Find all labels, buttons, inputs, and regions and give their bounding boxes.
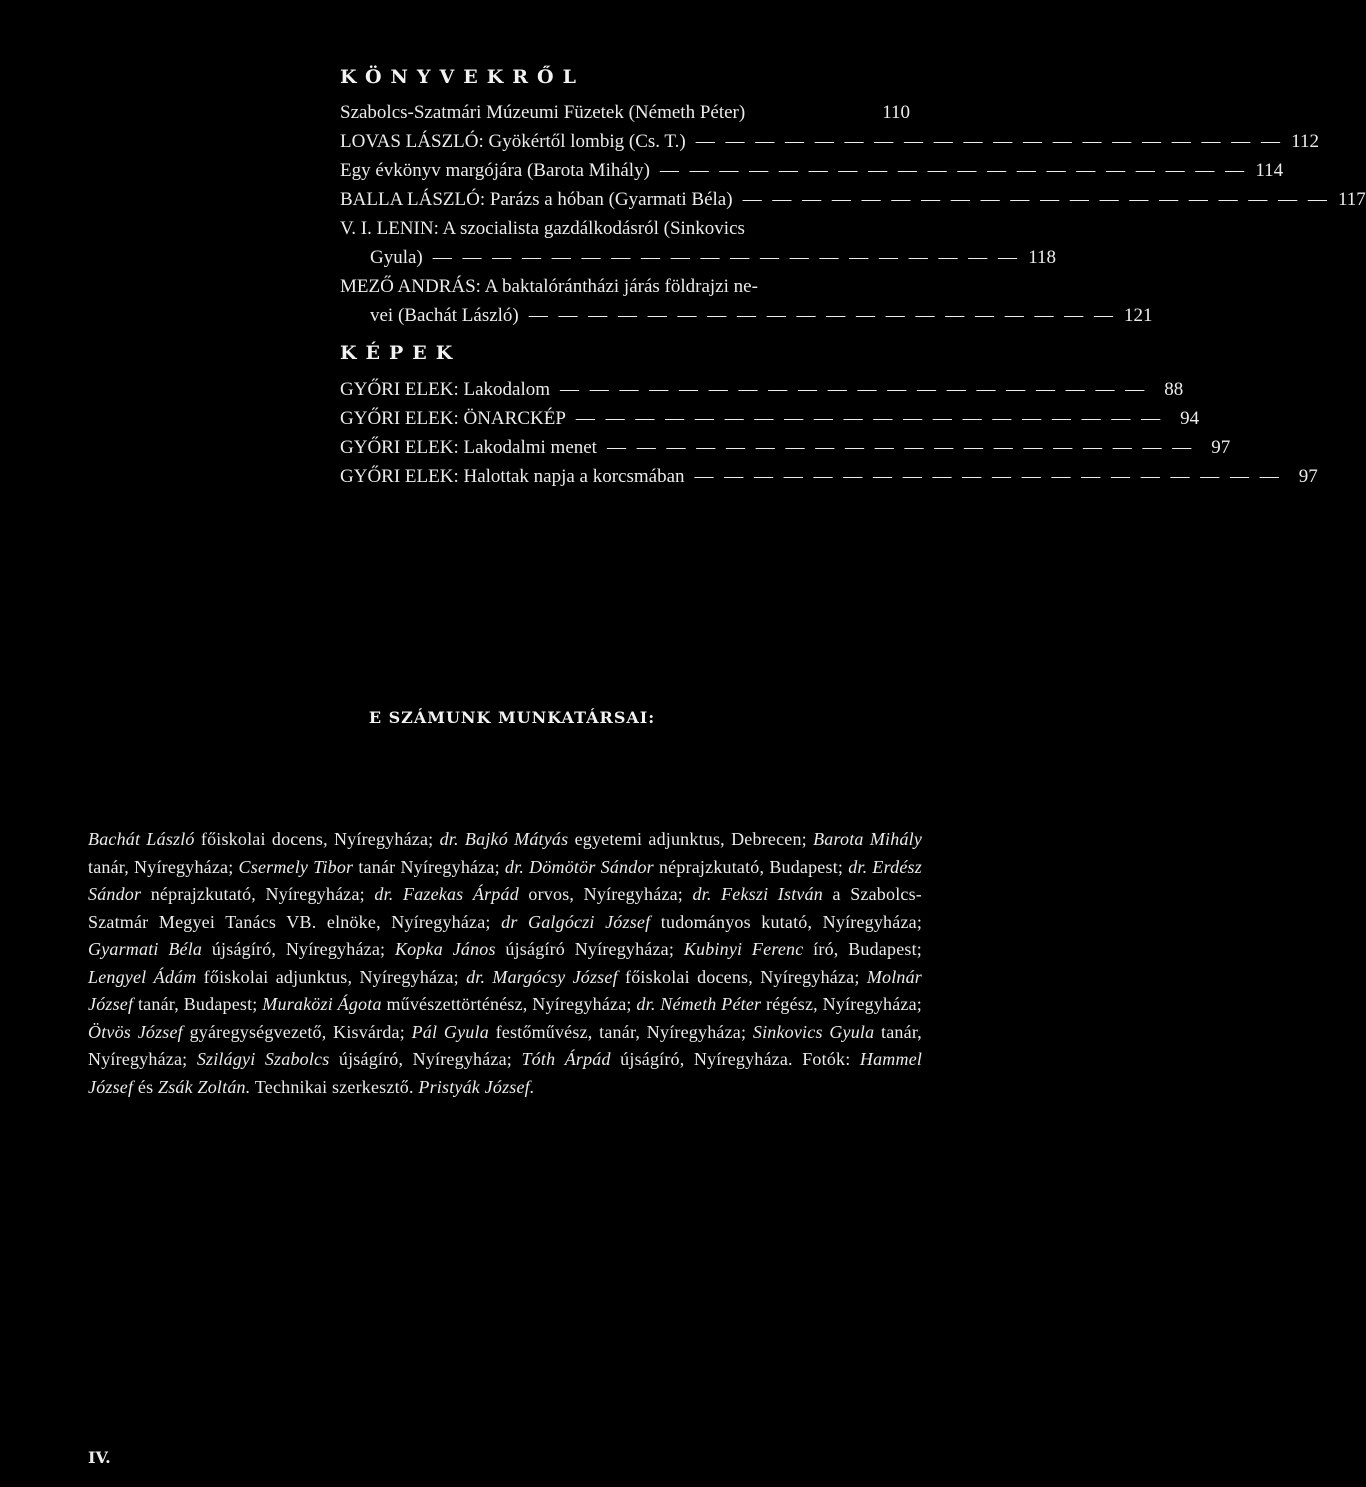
contributor-role: a Szabolcs-Szatmár Megyei Tanács VB. elnöke, Nyíregyháza; — [88, 884, 922, 932]
contributor-role: főiskolai docens, Nyíregyháza; — [625, 966, 860, 987]
toc-leader — [685, 462, 1282, 491]
contributor-role: festőművész, tanár, Nyíregyháza; — [495, 1021, 747, 1042]
toc-page-number: 117 — [1338, 189, 1366, 210]
photo-conjunction: és — [137, 1076, 154, 1097]
toc-leader — [733, 185, 1330, 214]
photographer-name: Zsák Zoltán. — [158, 1076, 251, 1097]
contributor-name: dr. Fazekas Árpád — [374, 884, 519, 904]
toc-entry — [340, 375, 1184, 404]
contributor-role: orvos, Nyíregyháza; — [528, 884, 683, 904]
toc-leader — [519, 301, 1116, 330]
contributor-name: Tóth Árpád — [521, 1049, 611, 1069]
contributor-role: főiskolai docens, Nyíregyháza; — [200, 829, 434, 849]
contributor-name: dr. Margócsy József — [466, 966, 618, 987]
photographer-name: Hammel József — [88, 1049, 923, 1097]
contributor-role: művészettörténész, Nyíregyháza; — [386, 994, 632, 1014]
toc-entry — [340, 156, 1284, 185]
contributor-role: tudományos kutató, Nyíregyháza; — [660, 911, 923, 932]
toc-entry-title: Egy évkönyv margójára (Barota Mihály) — [340, 160, 650, 181]
toc-page-number: 118 — [1028, 247, 1057, 268]
contributor-name: Kubinyi Ferenc — [683, 939, 804, 959]
contributor-name: Ötvös József — [88, 1021, 183, 1042]
contributor-role: tanár, Budapest; — [137, 994, 258, 1014]
toc-entry-title: BALLA LÁSZLÓ: Parázs a hóban (Gyarmati Béla) — [340, 189, 733, 210]
contributor-name: Pál Gyula — [411, 1021, 489, 1042]
toc-entry-title: Szabolcs-Szatmári Múzeumi Füzetek (Németh Péter) — [340, 102, 746, 123]
contributor-role: tanár Nyíregyháza; — [358, 856, 500, 877]
contributor-name: Muraközi Ágota — [262, 994, 382, 1014]
toc-page-number: 94 — [1180, 408, 1200, 429]
contributor-name: Bachát László — [88, 829, 195, 849]
contributor-name: Gyarmati Béla — [88, 939, 203, 959]
contributor-name: dr. Erdész Sándor — [88, 856, 922, 904]
toc-page-number: 114 — [1255, 160, 1284, 181]
contributor-role: régész, Nyíregyháza; — [766, 994, 923, 1014]
images-section-heading: KÉPEK — [340, 342, 462, 364]
toc-leader — [566, 404, 1163, 433]
photos-label: Fotók: — [802, 1049, 851, 1069]
contributor-name: dr Galgóczi József — [501, 911, 651, 932]
toc-page-number: 112 — [1291, 131, 1319, 152]
contributor-name: dr. Fekszi István — [692, 884, 823, 904]
images-list — [340, 375, 1318, 491]
toc-entry — [340, 185, 1366, 214]
editor-label: Technikai szerkesztő. — [254, 1076, 414, 1097]
toc-entry — [340, 433, 1231, 462]
toc-entry — [340, 243, 1057, 272]
toc-leader — [423, 243, 1020, 272]
editor-name: Pristyák József. — [418, 1076, 535, 1097]
contributors-paragraph — [88, 826, 922, 1101]
toc-entry-title: LOVAS LÁSZLÓ: Gyökértől lombig (Cs. T.) — [340, 131, 686, 152]
contributor-role: író, Budapest; — [813, 939, 922, 959]
contributor-name: dr. Németh Péter — [636, 994, 762, 1014]
toc-leader — [650, 156, 1247, 185]
contributor-role: újságíró, Nyíregyháza; — [211, 939, 386, 959]
toc-entry-title: MEZŐ ANDRÁS: A baktalórántházi járás földrajzi ne- — [340, 276, 758, 297]
toc-entry-title: GYŐRI ELEK: Lakodalom — [340, 379, 551, 400]
contributor-name: Kopka János — [394, 939, 496, 959]
contributor-name: Barota Mihály — [813, 829, 923, 849]
contributor-role: gyáregységvezető, Kisvárda; — [189, 1021, 405, 1042]
books-section-heading: KÖNYVEKRŐL — [340, 66, 585, 88]
toc-entry-title: GYŐRI ELEK: Halottak napja a korcsmában — [340, 466, 685, 487]
contributor-name: dr. Dömötör Sándor — [504, 856, 654, 877]
contributor-role: néprajzkutató, Budapest; — [658, 856, 844, 877]
toc-entry — [340, 272, 910, 301]
contributor-name: dr. Bajkó Mátyás — [439, 829, 569, 849]
toc-entry — [340, 301, 1153, 330]
books-list — [340, 98, 1366, 330]
contributor-role: tanár, Nyíregyháza; — [88, 1021, 922, 1069]
contributor-name: Szilágyi Szabolcs — [196, 1049, 330, 1069]
toc-entry-title: Gyula) — [370, 247, 423, 268]
contributor-role: tanár, Nyíregyháza; — [88, 856, 234, 877]
toc-entry-title: vei (Bachát László) — [370, 305, 519, 326]
toc-entry — [340, 462, 1318, 491]
toc-entry — [340, 127, 1319, 156]
toc-entry-title: V. I. LENIN: A szocialista gazdálkodásról (Sinkovics — [340, 218, 745, 239]
toc-entry-title: GYŐRI ELEK: Lakodalmi menet — [340, 437, 597, 458]
contributor-role: újságíró, Nyíregyháza; — [338, 1049, 512, 1069]
toc-leader — [550, 375, 1147, 404]
toc-leader — [597, 433, 1194, 462]
contributor-name: Lengyel Ádám — [88, 966, 197, 987]
contributor-role: néprajzkutató, Nyíregyháza; — [150, 884, 365, 904]
toc-page-number: 110 — [882, 102, 910, 123]
contributors-heading: E SZÁMUNK MUNKATÁRSAI: — [368, 708, 656, 727]
toc-entry — [340, 214, 910, 243]
contributor-name: Molnár József — [88, 966, 923, 1014]
toc-page-number: 97 — [1211, 437, 1231, 458]
toc-entry — [340, 98, 910, 127]
toc-entry — [340, 404, 1200, 433]
contributor-role: újságíró, Nyíregyháza. — [620, 1049, 793, 1069]
toc-entry-title: GYŐRI ELEK: ÖNARCKÉP — [340, 408, 566, 429]
contributor-name: Sinkovics Gyula — [752, 1021, 875, 1042]
contributor-role: újságíró Nyíregyháza; — [505, 939, 675, 959]
toc-page-number: 97 — [1298, 466, 1318, 487]
toc-page-number: 88 — [1164, 379, 1184, 400]
contributor-role: egyetemi adjunktus, Debrecen; — [574, 829, 807, 849]
contributor-role: főiskolai adjunktus, Nyíregyháza; — [203, 966, 459, 987]
toc-leader — [686, 127, 1283, 156]
page-folio: IV. — [88, 1448, 111, 1467]
toc-page-number: 121 — [1124, 305, 1153, 326]
contributor-name: Csermely Tibor — [238, 856, 354, 877]
